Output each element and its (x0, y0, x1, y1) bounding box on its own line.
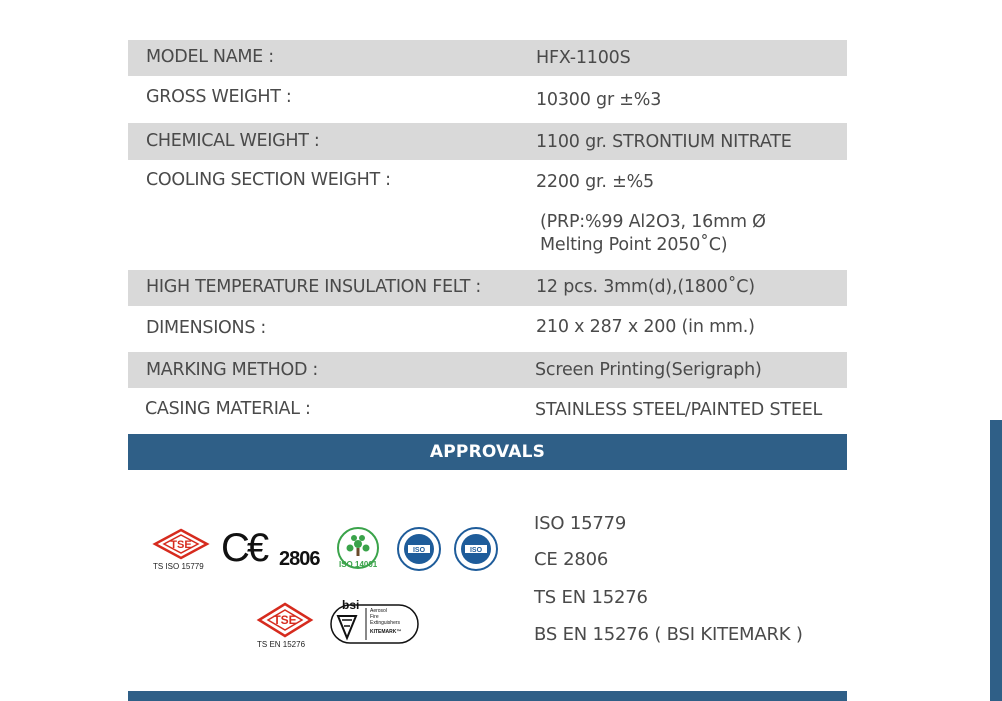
spec-row-gross-weight (128, 76, 847, 123)
approval-item: CE 2806 (534, 549, 609, 570)
kitemark-line: KITEMARK™ (370, 629, 402, 635)
spec-label: HIGH TEMPERATURE INSULATION FELT : (146, 277, 482, 297)
spec-value: STAINLESS STEEL/PAINTED STEEL (535, 400, 823, 420)
spec-row-casing-material (128, 388, 847, 434)
spec-label: CHEMICAL WEIGHT : (146, 131, 320, 151)
footer-bar (128, 691, 847, 701)
spec-value: HFX-1100S (536, 48, 631, 68)
spec-value: 10300 gr ±%3 (536, 90, 662, 110)
bsi-label: bsi (342, 598, 360, 612)
approval-item: ISO 15779 (534, 513, 627, 534)
approval-item: BS EN 15276 ( BSI KITEMARK ) (534, 624, 803, 645)
approval-item: TS EN 15276 (534, 587, 648, 608)
spec-value: 12 pcs. 3mm(d),(1800˚C) (536, 277, 755, 297)
spec-row-dimensions (128, 306, 847, 352)
tse-caption: TS ISO 15779 (153, 562, 204, 571)
ce-number: 2806 (279, 548, 320, 570)
iso-certified-badge-icon (396, 526, 442, 572)
bsi-kitemark-icon (330, 600, 420, 646)
svg-text:ISO: ISO (469, 547, 483, 554)
spec-row-insulation-felt (128, 270, 847, 306)
spec-value: 210 x 287 x 200 (in mm.) (536, 317, 755, 337)
spec-label: MODEL NAME : (146, 47, 274, 67)
tse-logo (152, 528, 210, 560)
kitemark-line: Fire (370, 614, 379, 620)
spec-value: 1100 gr. STRONTIUM NITRATE (536, 132, 792, 152)
tse-caption: TS EN 15276 (257, 640, 306, 649)
spec-row-marking-method (128, 352, 847, 388)
svg-text:TSE: TSE (273, 613, 297, 627)
spec-value: Screen Printing(Serigraph) (535, 360, 762, 380)
kitemark-line: Aerosol (370, 608, 387, 614)
spec-value-note: (PRP:%99 Al2O3, 16mm Ø (540, 212, 766, 232)
approvals-title: APPROVALS (429, 442, 546, 462)
side-accent-bar (990, 420, 1002, 701)
spec-value: 2200 gr. ±%5 (536, 172, 654, 192)
iso-certified-badge-icon (453, 526, 499, 572)
kitemark-line: Extinguishers (370, 620, 401, 626)
svg-text:ISO: ISO (412, 547, 426, 554)
spec-label: CASING MATERIAL : (145, 399, 311, 419)
spec-label: GROSS WEIGHT : (146, 87, 292, 107)
approvals-header (128, 434, 847, 470)
spec-value-note: Melting Point 2050˚C) (540, 235, 728, 255)
spec-row-chemical-weight (128, 123, 847, 160)
spec-label: MARKING METHOD : (146, 360, 318, 380)
spec-row-cooling-section-weight (128, 160, 847, 270)
tse-logo (256, 602, 314, 638)
svg-text:TSE: TSE (170, 539, 192, 551)
ce-mark-icon: C€ (221, 526, 267, 570)
spec-label: COOLING SECTION WEIGHT : (146, 170, 391, 190)
spec-row-model-name (128, 40, 847, 76)
iso-14001-label: ISO 14001 (339, 560, 378, 569)
spec-label: DIMENSIONS : (146, 318, 266, 338)
